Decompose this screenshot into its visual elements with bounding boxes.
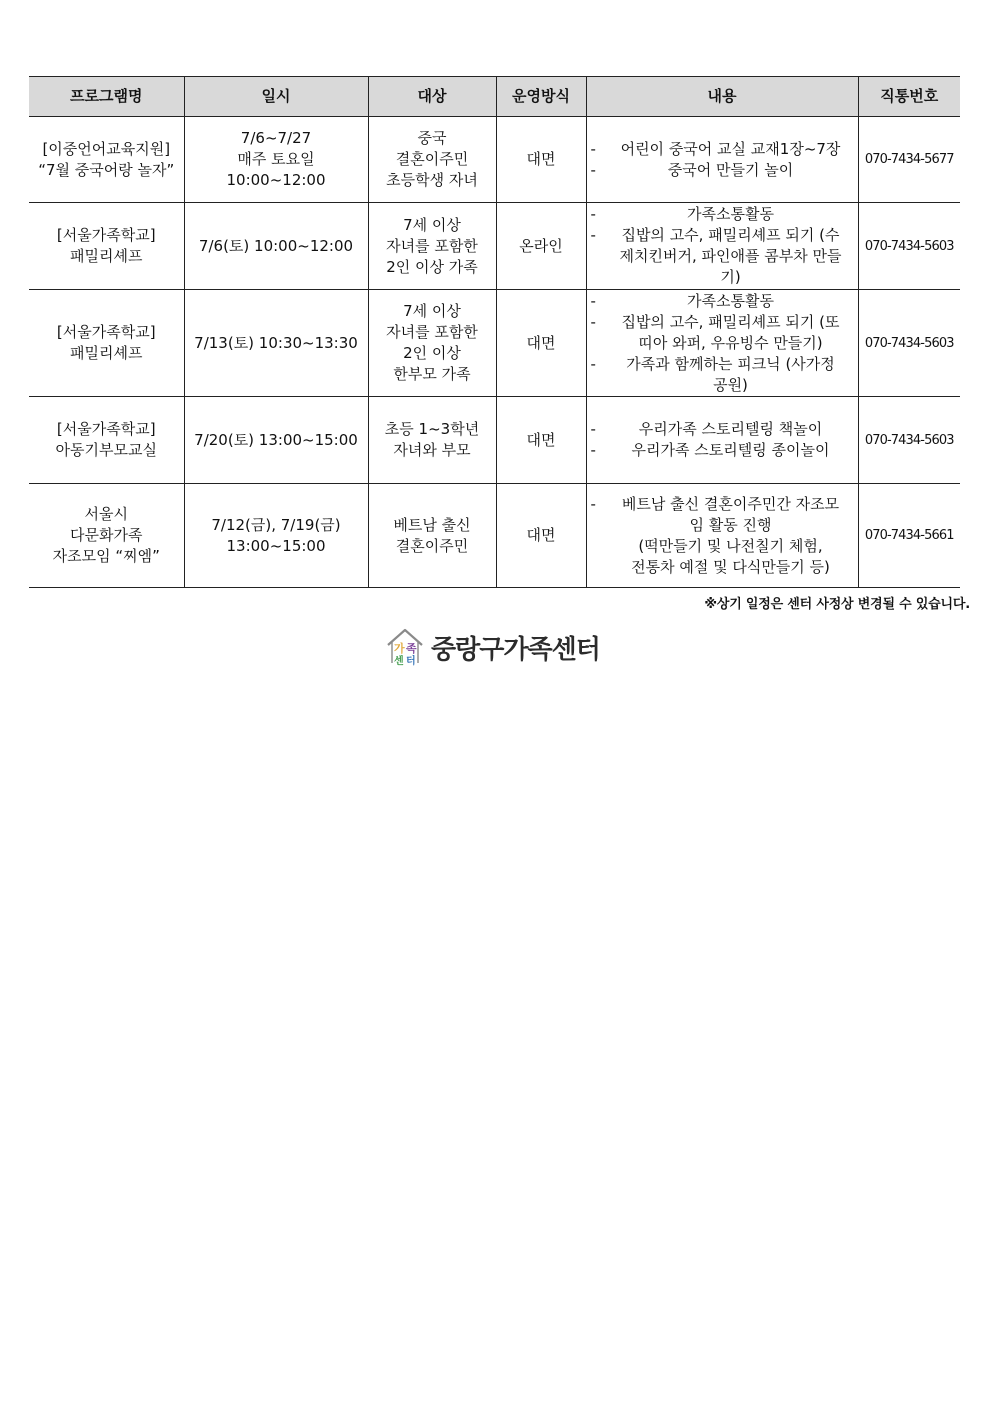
program-name-cell — [29, 203, 184, 290]
content-cell — [586, 203, 858, 290]
content-cell — [586, 484, 858, 588]
content-item: - 베트남 출신 결혼이주민간 자조모 — [591, 494, 854, 515]
program-name-cell — [29, 117, 184, 203]
program-name-cell — [29, 290, 184, 397]
method-cell: 대면 — [496, 397, 586, 484]
target-cell — [368, 290, 496, 397]
content-item: 공원) — [713, 375, 748, 394]
target-cell-line: 자녀와 부모 — [393, 441, 471, 459]
content-item: 임 활동 진행 — [689, 515, 772, 534]
datetime-cell-line: 7/6(토) 10:00~12:00 — [198, 236, 354, 255]
target-cell-line: 베트남 출신 — [393, 515, 471, 534]
datetime-cell-line: 7/12(금), 7/19(금) — [211, 515, 341, 534]
table-row — [29, 397, 960, 484]
svg-text:족: 족 — [406, 642, 417, 655]
target-cell-line: 7세 이상 — [403, 215, 461, 234]
program-schedule-table — [29, 76, 960, 588]
program-name-cell-line: [서울가족학교] — [56, 420, 156, 438]
header-program: 프로그램명 — [29, 77, 184, 117]
header-target: 대상 — [368, 77, 496, 117]
header-datetime: 일시 — [184, 77, 368, 117]
target-cell-line: 초등학생 자녀 — [386, 171, 478, 189]
datetime-cell-line: 10:00~12:00 — [226, 171, 326, 189]
target-cell — [368, 117, 496, 203]
target-cell — [368, 203, 496, 290]
phone-cell: 070-7434-5603 — [858, 203, 960, 290]
table-row — [29, 484, 960, 588]
target-cell-line: 결혼이주민 — [395, 536, 469, 555]
method-cell: 온라인 — [496, 203, 586, 290]
center-name: 중랑구가족센터 — [431, 634, 600, 665]
table-row — [29, 203, 960, 290]
header-method: 운영방식 — [496, 77, 586, 117]
datetime-cell — [184, 397, 368, 484]
datetime-cell — [184, 117, 368, 203]
header-phone: 직통번호 — [858, 77, 960, 117]
content-list — [591, 494, 854, 578]
target-cell — [368, 397, 496, 484]
content-cell — [586, 397, 858, 484]
program-name-cell-line: 다문화가족 — [70, 526, 143, 544]
program-name-cell — [29, 397, 184, 484]
target-cell-line: 결혼이주민 — [395, 150, 469, 168]
program-name-cell-line: “7월 중국어랑 놀자” — [38, 160, 175, 179]
content-item: - 어린이 중국어 교실 교재1장~7장 — [591, 139, 854, 160]
content-list — [591, 204, 854, 288]
house-logo-icon — [385, 625, 425, 669]
datetime-cell-line: 7/20(토) 13:00~15:00 — [194, 430, 358, 449]
content-item: 기) — [720, 268, 741, 286]
target-cell-line: 자녀를 포함한 — [386, 236, 478, 255]
datetime-cell-line: 매주 토요일 — [237, 150, 315, 168]
center-logo — [385, 625, 600, 669]
content-item: - 우리가족 스토리텔링 책놀이 — [591, 419, 854, 440]
method-cell: 대면 — [496, 290, 586, 397]
header-content: 내용 — [586, 77, 858, 117]
content-item: - 우리가족 스토리텔링 종이놀이 — [591, 440, 854, 461]
svg-text:가: 가 — [394, 642, 405, 655]
program-name-cell-line: 패밀리셰프 — [70, 344, 143, 362]
content-item: - 집밥의 고수, 패밀리셰프 되기 (수 — [591, 225, 854, 246]
target-cell-line: 2인 이상 — [403, 344, 461, 362]
content-item: - 중국어 만들기 놀이 — [591, 160, 854, 181]
datetime-cell — [184, 290, 368, 397]
target-cell-line: 자녀를 포함한 — [386, 323, 478, 341]
program-name-cell-line: 자조모임 “찌엠” — [52, 547, 160, 565]
content-item: 띠아 와퍼, 우유빙수 만들기) — [638, 333, 823, 352]
datetime-cell-line: 13:00~15:00 — [226, 536, 326, 555]
method-cell: 대면 — [496, 117, 586, 203]
program-name-cell-line: [서울가족학교] — [56, 323, 156, 341]
method-cell: 대면 — [496, 484, 586, 588]
target-cell-line: 7세 이상 — [403, 302, 461, 320]
content-item: 제치킨버거, 파인애플 콤부차 만들 — [619, 247, 842, 265]
content-item: 전통차 예절 및 다식만들기 등) — [631, 557, 830, 576]
target-cell-line: 한부모 가족 — [393, 365, 471, 383]
content-cell — [586, 290, 858, 397]
program-name-cell-line: 패밀리셰프 — [70, 247, 143, 265]
program-name-cell-line: [이중언어교육지원] — [42, 139, 171, 158]
phone-cell: 070-7434-5603 — [858, 397, 960, 484]
table-header-row — [29, 77, 960, 117]
content-item: - 가족과 함께하는 피크닉 (사가정 — [591, 354, 854, 375]
table-row — [29, 117, 960, 203]
datetime-cell — [184, 203, 368, 290]
content-item: (떡만들기 및 나전칠기 체험, — [638, 536, 823, 555]
phone-cell: 070-7434-5603 — [858, 290, 960, 397]
program-name-cell-line: [서울가족학교] — [56, 226, 156, 244]
svg-text:센: 센 — [394, 656, 404, 667]
content-list — [591, 291, 854, 396]
phone-cell: 070-7434-5661 — [858, 484, 960, 588]
phone-cell: 070-7434-5677 — [858, 117, 960, 203]
datetime-cell-line: 7/6~7/27 — [240, 129, 312, 147]
schedule-change-note: ※상기 일정은 센터 사정상 변경될 수 있습니다. — [704, 597, 970, 612]
target-cell — [368, 484, 496, 588]
program-name-cell-line: 서울시 — [84, 505, 128, 523]
target-cell-line: 2인 이상 가족 — [386, 257, 478, 276]
content-list — [591, 139, 854, 181]
content-list — [591, 419, 854, 461]
program-name-cell — [29, 484, 184, 588]
target-cell-line: 중국 — [417, 129, 447, 147]
content-item: - 가족소통활동 — [591, 291, 854, 312]
svg-text:터: 터 — [406, 656, 416, 667]
content-cell — [586, 117, 858, 203]
datetime-cell — [184, 484, 368, 588]
target-cell-line: 초등 1~3학년 — [384, 420, 480, 438]
content-item: - 집밥의 고수, 패밀리셰프 되기 (또 — [591, 312, 854, 333]
datetime-cell-line: 7/13(토) 10:30~13:30 — [194, 333, 358, 352]
table-row — [29, 290, 960, 397]
content-item: - 가족소통활동 — [591, 204, 854, 225]
program-name-cell-line: 아동기부모교실 — [55, 441, 157, 459]
